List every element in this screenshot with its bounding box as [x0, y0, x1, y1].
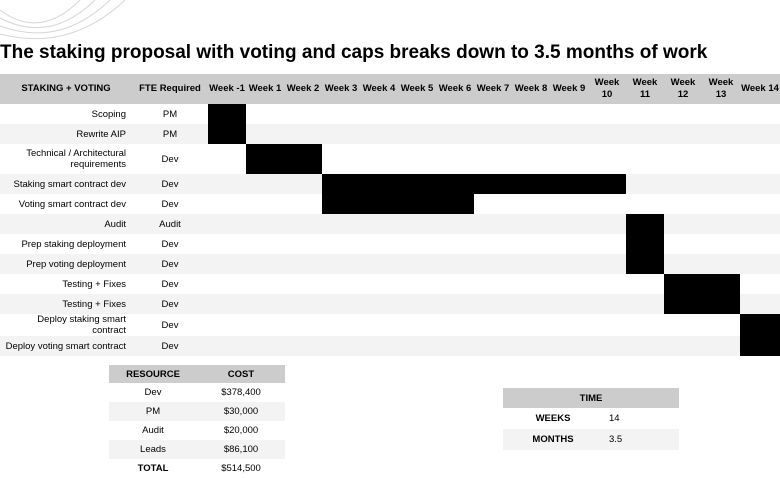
gantt-empty-cell — [512, 194, 550, 214]
gantt-empty-cell — [246, 274, 284, 294]
gantt-empty-cell — [626, 174, 664, 194]
gantt-empty-cell — [436, 124, 474, 144]
gantt-empty-cell — [512, 294, 550, 314]
fte-value: Dev — [161, 238, 179, 250]
gantt-empty-cell — [284, 214, 322, 234]
gantt-bar-cell — [208, 104, 246, 124]
gantt-empty-cell — [740, 254, 780, 274]
fte-value: Audit — [132, 214, 208, 234]
gantt-empty-cell — [436, 336, 474, 356]
gantt-empty-cell — [740, 104, 780, 124]
resource-row — [109, 402, 285, 421]
gantt-bar-cell — [740, 336, 780, 356]
fte-value: PM — [162, 108, 178, 120]
gantt-empty-cell — [512, 144, 550, 174]
gantt-empty-cell — [436, 104, 474, 124]
gantt-empty-cell — [588, 104, 626, 124]
gantt-empty-cell — [322, 124, 360, 144]
gantt-empty-cell — [398, 294, 436, 314]
gantt-empty-cell — [550, 274, 588, 294]
cost-header: COST — [197, 365, 285, 383]
gantt-bar-cell — [322, 174, 360, 194]
task-name: Testing + Fixes — [0, 294, 132, 314]
gantt-bar-cell — [284, 144, 322, 174]
gantt-empty-cell — [550, 214, 588, 234]
gantt-empty-cell — [360, 144, 398, 174]
gantt-bar-cell — [512, 174, 550, 194]
gantt-bar-cell — [474, 174, 512, 194]
gantt-empty-cell — [360, 104, 398, 124]
gantt-empty-cell — [208, 194, 246, 214]
gantt-row — [0, 254, 780, 274]
gantt-empty-cell — [740, 274, 780, 294]
gantt-empty-cell — [474, 104, 512, 124]
gantt-empty-cell — [246, 314, 284, 336]
gantt-empty-cell — [664, 194, 702, 214]
gantt-bar-cell — [702, 274, 740, 294]
gantt-row — [0, 336, 780, 356]
gantt-empty-cell — [398, 124, 436, 144]
gantt-empty-cell — [284, 194, 322, 214]
gantt-empty-cell — [360, 234, 398, 254]
gantt-empty-cell — [588, 336, 626, 356]
resource-total-row — [109, 459, 285, 478]
gantt-empty-cell — [246, 214, 284, 234]
gantt-empty-cell — [284, 294, 322, 314]
gantt-empty-cell — [360, 336, 398, 356]
gantt-row — [0, 174, 780, 194]
total-value: $514,500 — [221, 463, 261, 474]
gantt-empty-cell — [436, 294, 474, 314]
gantt-row — [0, 274, 780, 294]
gantt-empty-cell — [740, 234, 780, 254]
gantt-empty-cell — [588, 214, 626, 234]
gantt-empty-cell — [246, 336, 284, 356]
gantt-empty-cell — [512, 336, 550, 356]
gantt-row — [0, 294, 780, 314]
fte-value: Dev — [161, 278, 179, 290]
fte-value: PM — [132, 124, 208, 144]
gantt-empty-cell — [664, 336, 702, 356]
resource-row — [109, 383, 285, 402]
gantt-bar-cell — [398, 194, 436, 214]
gantt-empty-cell — [246, 174, 284, 194]
gantt-bar-cell — [702, 294, 740, 314]
gantt-bar-cell — [626, 214, 664, 234]
fte-value: Dev — [161, 198, 179, 210]
resource-name: Dev — [144, 387, 162, 398]
gantt-empty-cell — [474, 274, 512, 294]
gantt-empty-cell — [512, 314, 550, 336]
time-header-row — [503, 388, 679, 408]
time-label: MONTHS — [503, 429, 603, 450]
gantt-empty-cell — [360, 124, 398, 144]
fte-value: Dev — [161, 319, 179, 331]
task-name: Staking smart contract dev — [0, 174, 132, 194]
gantt-bar-cell — [246, 144, 284, 174]
gantt-row — [0, 234, 780, 254]
gantt-empty-cell — [474, 254, 512, 274]
gantt-empty-cell — [550, 234, 588, 254]
gantt-empty-cell — [208, 174, 246, 194]
gantt-empty-cell — [474, 214, 512, 234]
gantt-empty-cell — [436, 214, 474, 234]
gantt-empty-cell — [360, 314, 398, 336]
time-summary-table — [503, 388, 679, 450]
gantt-empty-cell — [208, 234, 246, 254]
gantt-empty-cell — [588, 254, 626, 274]
corner-decoration-icon — [0, 0, 150, 40]
gantt-empty-cell — [626, 336, 664, 356]
gantt-empty-cell — [398, 336, 436, 356]
gantt-empty-cell — [398, 214, 436, 234]
week-column-header: Week 9 — [550, 74, 588, 104]
gantt-empty-cell — [360, 294, 398, 314]
resource-name: Audit — [142, 425, 164, 436]
gantt-empty-cell — [322, 254, 360, 274]
gantt-empty-cell — [246, 234, 284, 254]
gantt-empty-cell — [664, 104, 702, 124]
week-column-header: Week 3 — [322, 74, 360, 104]
week-column-header: Week 11 — [626, 74, 664, 104]
gantt-empty-cell — [740, 214, 780, 234]
task-name: Testing + Fixes — [62, 278, 126, 290]
time-value: 3.5 — [603, 429, 679, 450]
gantt-empty-cell — [664, 144, 702, 174]
gantt-empty-cell — [512, 254, 550, 274]
gantt-empty-cell — [246, 254, 284, 274]
gantt-row — [0, 144, 780, 174]
gantt-empty-cell — [398, 104, 436, 124]
gantt-empty-cell — [702, 214, 740, 234]
gantt-empty-cell — [626, 274, 664, 294]
gantt-empty-cell — [284, 234, 322, 254]
gantt-empty-cell — [512, 104, 550, 124]
gantt-bar-cell — [436, 194, 474, 214]
time-header: TIME — [503, 388, 679, 408]
gantt-empty-cell — [474, 194, 512, 214]
gantt-row — [0, 214, 780, 234]
gantt-empty-cell — [664, 174, 702, 194]
gantt-header-row — [0, 74, 780, 104]
gantt-empty-cell — [512, 234, 550, 254]
gantt-bar-cell — [740, 314, 780, 336]
gantt-empty-cell — [588, 124, 626, 144]
gantt-empty-cell — [550, 294, 588, 314]
gantt-empty-cell — [550, 254, 588, 274]
gantt-empty-cell — [550, 144, 588, 174]
gantt-empty-cell — [474, 144, 512, 174]
gantt-empty-cell — [322, 104, 360, 124]
gantt-empty-cell — [664, 254, 702, 274]
gantt-bar-cell — [360, 174, 398, 194]
gantt-bar-cell — [550, 174, 588, 194]
gantt-empty-cell — [702, 174, 740, 194]
gantt-empty-cell — [740, 124, 780, 144]
task-column-header: STAKING + VOTING — [0, 74, 132, 104]
gantt-empty-cell — [322, 214, 360, 234]
gantt-empty-cell — [284, 124, 322, 144]
gantt-empty-cell — [322, 336, 360, 356]
fte-column-header: FTE Required — [132, 74, 208, 104]
gantt-empty-cell — [626, 144, 664, 174]
gantt-empty-cell — [588, 144, 626, 174]
gantt-empty-cell — [246, 124, 284, 144]
gantt-bar-cell — [626, 254, 664, 274]
gantt-empty-cell — [588, 194, 626, 214]
gantt-empty-cell — [702, 104, 740, 124]
task-name: Audit — [0, 214, 132, 234]
week-column-header: Week 7 — [474, 74, 512, 104]
resource-cost: $20,000 — [223, 425, 259, 436]
gantt-bar-cell — [322, 194, 360, 214]
resource-header-row — [109, 365, 285, 383]
gantt-empty-cell — [284, 274, 322, 294]
gantt-empty-cell — [588, 274, 626, 294]
week-column-header: Week 6 — [436, 74, 474, 104]
gantt-empty-cell — [550, 314, 588, 336]
resource-row — [109, 440, 285, 459]
week-column-header: Week 10 — [588, 74, 626, 104]
gantt-empty-cell — [208, 294, 246, 314]
week-column-header: Week 4 — [360, 74, 398, 104]
fte-value: Dev — [132, 174, 208, 194]
gantt-empty-cell — [740, 294, 780, 314]
resource-cost: $378,400 — [221, 387, 261, 398]
gantt-empty-cell — [512, 124, 550, 144]
gantt-empty-cell — [246, 194, 284, 214]
gantt-empty-cell — [550, 194, 588, 214]
gantt-empty-cell — [284, 254, 322, 274]
time-row — [503, 429, 679, 450]
gantt-empty-cell — [588, 294, 626, 314]
gantt-empty-cell — [474, 336, 512, 356]
task-name: Prep voting deployment — [0, 254, 132, 274]
task-name: Deploy voting smart contract — [0, 336, 132, 356]
gantt-empty-cell — [208, 144, 246, 174]
gantt-empty-cell — [702, 336, 740, 356]
gantt-empty-cell — [246, 294, 284, 314]
gantt-empty-cell — [550, 336, 588, 356]
gantt-empty-cell — [208, 214, 246, 234]
gantt-empty-cell — [626, 294, 664, 314]
gantt-empty-cell — [246, 104, 284, 124]
gantt-empty-cell — [664, 314, 702, 336]
week-column-header: Week 12 — [664, 74, 702, 104]
gantt-empty-cell — [702, 194, 740, 214]
gantt-row — [0, 314, 780, 336]
gantt-empty-cell — [322, 294, 360, 314]
gantt-empty-cell — [664, 214, 702, 234]
gantt-empty-cell — [208, 274, 246, 294]
gantt-empty-cell — [208, 314, 246, 336]
week-column-header: Week 14 — [740, 74, 780, 104]
gantt-empty-cell — [398, 274, 436, 294]
gantt-empty-cell — [664, 234, 702, 254]
gantt-empty-cell — [360, 274, 398, 294]
gantt-row — [0, 124, 780, 144]
gantt-row — [0, 194, 780, 214]
task-name: Rewrite AIP — [0, 124, 132, 144]
resource-name: Leads — [109, 440, 197, 459]
gantt-empty-cell — [322, 314, 360, 336]
task-name: Prep staking deployment — [21, 238, 126, 250]
gantt-empty-cell — [322, 234, 360, 254]
week-column-header: Week 8 — [512, 74, 550, 104]
gantt-empty-cell — [398, 254, 436, 274]
resource-name: PM — [109, 402, 197, 421]
gantt-empty-cell — [626, 314, 664, 336]
gantt-empty-cell — [626, 124, 664, 144]
time-row — [503, 408, 679, 429]
gantt-bar-cell — [664, 294, 702, 314]
gantt-empty-cell — [588, 314, 626, 336]
gantt-empty-cell — [740, 144, 780, 174]
gantt-empty-cell — [702, 254, 740, 274]
fte-value: Dev — [132, 294, 208, 314]
fte-value: Dev — [132, 254, 208, 274]
gantt-empty-cell — [208, 254, 246, 274]
gantt-empty-cell — [550, 124, 588, 144]
gantt-empty-cell — [284, 314, 322, 336]
fte-value: Dev — [132, 336, 208, 356]
gantt-empty-cell — [474, 124, 512, 144]
gantt-empty-cell — [284, 104, 322, 124]
gantt-empty-cell — [208, 336, 246, 356]
task-name: Deploy staking smart contract — [37, 314, 126, 336]
gantt-bar-cell — [360, 194, 398, 214]
week-column-header: Week 13 — [702, 74, 740, 104]
gantt-bar-cell — [208, 124, 246, 144]
task-name: Technical / Architectural requirements — [26, 148, 126, 170]
gantt-empty-cell — [474, 314, 512, 336]
resource-cost: $30,000 — [197, 402, 285, 421]
gantt-empty-cell — [740, 194, 780, 214]
gantt-empty-cell — [436, 314, 474, 336]
gantt-empty-cell — [588, 234, 626, 254]
gantt-empty-cell — [436, 234, 474, 254]
fte-value: Dev — [161, 153, 179, 165]
gantt-empty-cell — [702, 144, 740, 174]
gantt-bar-cell — [436, 174, 474, 194]
gantt-empty-cell — [702, 124, 740, 144]
gantt-empty-cell — [740, 174, 780, 194]
gantt-empty-cell — [284, 336, 322, 356]
gantt-empty-cell — [664, 124, 702, 144]
resource-cost: $86,100 — [197, 440, 285, 459]
gantt-empty-cell — [436, 144, 474, 174]
gantt-empty-cell — [322, 274, 360, 294]
gantt-empty-cell — [360, 214, 398, 234]
gantt-empty-cell — [626, 194, 664, 214]
gantt-row — [0, 104, 780, 124]
gantt-empty-cell — [398, 144, 436, 174]
resource-cost-table — [109, 365, 285, 478]
gantt-bar-cell — [664, 274, 702, 294]
task-name: Voting smart contract dev — [18, 198, 126, 210]
resource-header: RESOURCE — [109, 365, 197, 383]
gantt-empty-cell — [702, 234, 740, 254]
gantt-empty-cell — [512, 274, 550, 294]
gantt-empty-cell — [284, 174, 322, 194]
gantt-chart-table — [0, 74, 780, 356]
gantt-empty-cell — [322, 144, 360, 174]
gantt-bar-cell — [588, 174, 626, 194]
total-label: TOTAL — [137, 463, 169, 474]
week-column-header: Week 2 — [284, 74, 322, 104]
gantt-bar-cell — [626, 234, 664, 254]
time-value: 14 — [609, 413, 620, 424]
gantt-empty-cell — [360, 254, 398, 274]
task-name: Scoping — [91, 108, 126, 120]
page-title: The staking proposal with voting and caps breaks down to 3.5 months of work — [0, 42, 708, 63]
gantt-bar-cell — [398, 174, 436, 194]
gantt-empty-cell — [398, 234, 436, 254]
gantt-empty-cell — [550, 104, 588, 124]
gantt-empty-cell — [436, 254, 474, 274]
week-column-header: Week -1 — [208, 74, 246, 104]
gantt-empty-cell — [436, 274, 474, 294]
week-column-header: Week 5 — [398, 74, 436, 104]
gantt-empty-cell — [512, 214, 550, 234]
gantt-empty-cell — [626, 104, 664, 124]
gantt-empty-cell — [398, 314, 436, 336]
gantt-empty-cell — [474, 234, 512, 254]
gantt-empty-cell — [702, 314, 740, 336]
week-column-header: Week 1 — [246, 74, 284, 104]
time-label: WEEKS — [535, 413, 571, 424]
gantt-empty-cell — [474, 294, 512, 314]
resource-row — [109, 421, 285, 440]
